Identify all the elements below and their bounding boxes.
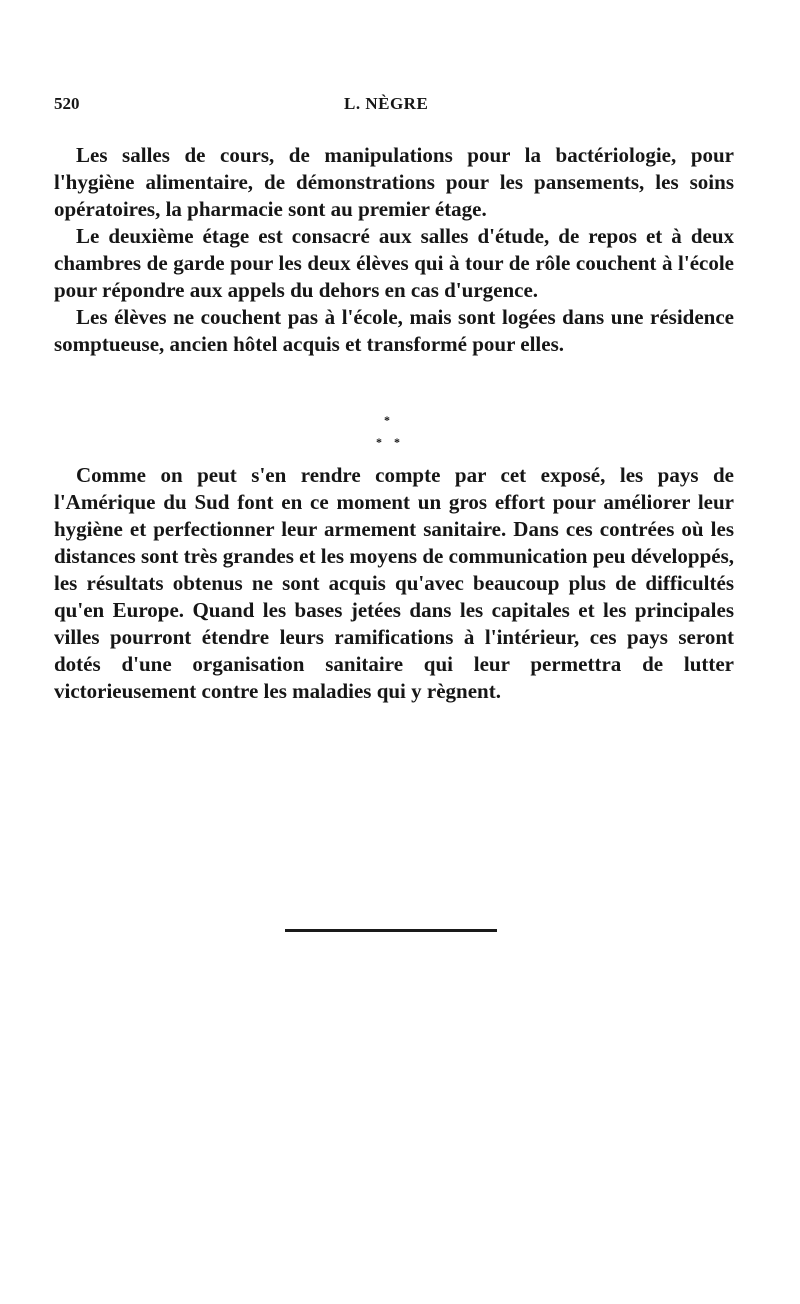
running-head-author: L. NÈGRE xyxy=(344,94,429,113)
asterism-star: * xyxy=(394,435,400,449)
running-head xyxy=(54,94,744,120)
paragraph: Les élèves ne couchent pas à l'école, mais sont logées dans une résidence somptueuse, ancien hôtel acquis et transformé pour elles. xyxy=(54,305,734,356)
asterism-star: * xyxy=(376,435,382,449)
end-rule xyxy=(285,929,497,932)
asterism-star: * xyxy=(384,413,390,427)
page-number: 520 xyxy=(54,94,80,113)
paragraph: Comme on peut s'en rendre compte par cet exposé, les pays de l'Amérique du Sud font en ce moment un gros effort pour améliorer leur hygiène et perfectionner leur armement sanitaire. Dans ces contrées où les distances sont très grandes et les moyens de communication peu développés, les résultats obtenus ne sont acquis qu'avec beaucoup plus de difficultés qu'en Europe. Quand les bases jetées dans les capitales et les principales villes pourront étendre leurs ramifications à l'intérieur, ces pays seront dotés d'une organisation sanitaire qui leur permettra de lutter victorieusement contre les maladies qui y règnent. xyxy=(54,463,734,703)
text-block-upper xyxy=(54,142,734,358)
paragraph: Le deuxième étage est consacré aux salles d'étude, de repos et à deux chambres de garde pour les deux élèves qui à tour de rôle couchent à l'école pour répondre aux appels du dehors en cas d'urgence. xyxy=(54,224,734,302)
paragraph: Les salles de cours, de manipulations pour la bactériologie, pour l'hygiène alimentaire, de démonstrations pour les pansements, les soins opératoires, la pharmacie sont au premier étage. xyxy=(54,143,734,221)
text-block-lower xyxy=(54,462,734,705)
section-break-asterism xyxy=(370,410,410,450)
